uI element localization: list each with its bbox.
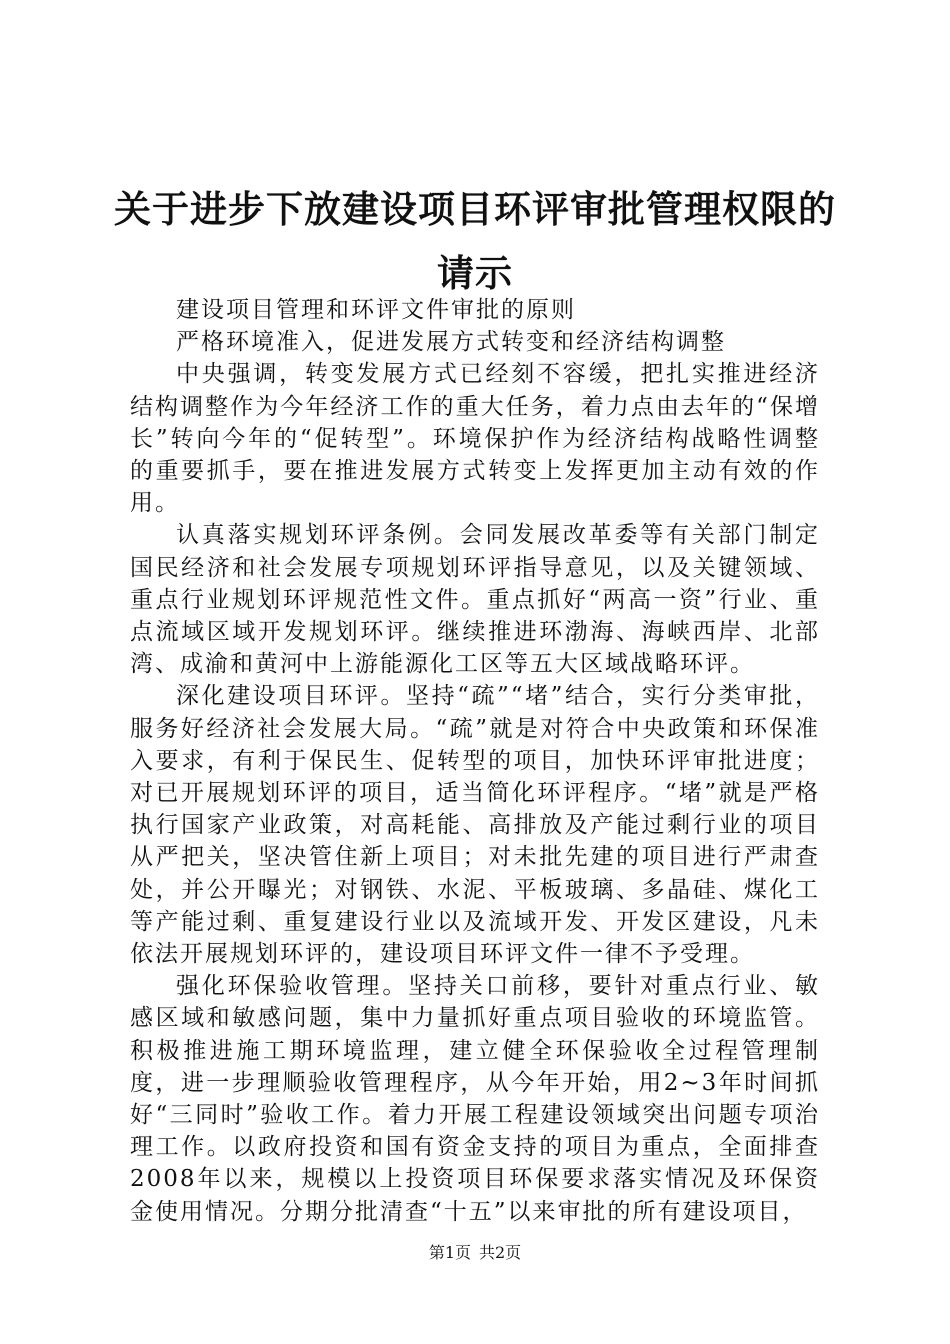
- paragraph-acceptance-management: 强化环保验收管理。坚持关口前移，要针对重点行业、敏感区域和敏感问题，集中力量抓好重点项目验收的环境监管。积极推进施工期环境监理，建立健全环保验收全过程管理制度，进一步理顺验收管理程序，从今年开始，用2~3年时间抓好“三同时”验收工作。着力开展工程建设领域突出问题专项治理工作。以政府投资和国有资金支持的项目为重点，全面排查2008年以来，规模以上投资项目环保要求落实情况及环保资金使用情况。分期分批清查“十五”以来审批的所有建设项目，: [130, 973, 820, 1225]
- page-number: 第1页: [428, 1243, 471, 1262]
- page-total: 共2页: [479, 1243, 522, 1262]
- paragraph-heading-principles: 建设项目管理和环评文件审批的原则: [176, 297, 576, 323]
- paragraph-planning-eia: 认真落实规划环评条例。会同发展改革委等有关部门制定国民经济和社会发展专项规划环评指导意见，以及关键领域、重点行业规划环评规范性文件。重点抓好“两高一资”行业、重点流域区域开发规划环评。继续推进环渤海、海峡西岸、北部湾、成渝和黄河中上游能源化工区等五大区域战略环评。: [130, 522, 820, 678]
- document-body: [130, 294, 820, 1228]
- document-title: 关于进步下放建设项目环评审批管理权限的请示: [114, 188, 836, 295]
- paragraph-central-emphasis: 中央强调，转变发展方式已经刻不容缓，把扎实推进经济结构调整作为今年经济工作的重大任务，着力点由去年的“保增长”转向今年的“促转型”。环境保护作为经济结构战略性调整的重要抓手，要在推进发展方式转变上发挥更加主动有效的作用。: [130, 361, 820, 517]
- page-footer: [0, 1243, 950, 1263]
- paragraph-project-eia: 深化建设项目环评。坚持“疏”“堵”结合，实行分类审批，服务好经济社会发展大局。“疏”就是对符合中央政策和环保准入要求，有利于保民生、促转型的项目，加快环评审批进度；对已开展规划环评的项目，适当简化环评程序。“堵”就是严格执行国家产业政策，对高耗能、高排放及产能过剩行业的项目从严把关，坚决管住新上项目；对未批先建的项目进行严肃查处，并公开曝光；对钢铁、水泥、平板玻璃、多晶硅、煤化工等产能过剩、重复建设行业以及流域开发、开发区建设，凡未依法开展规划环评的，建设项目环评文件一律不予受理。: [130, 683, 820, 968]
- paragraph-subheading-admission: 严格环境准入，促进发展方式转变和经济结构调整: [176, 329, 726, 356]
